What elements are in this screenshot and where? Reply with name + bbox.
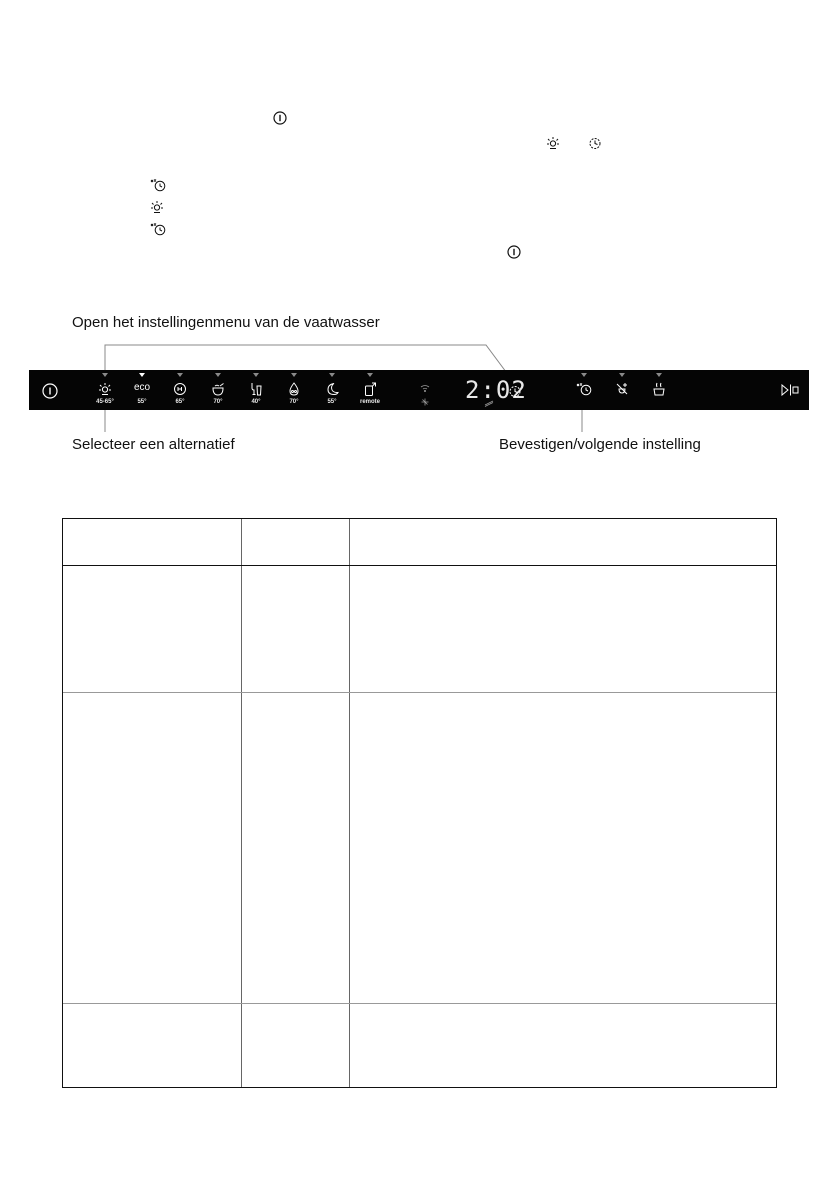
program-indicator [253, 373, 259, 377]
program-temp: 55° [137, 399, 147, 405]
program-indicator [177, 373, 183, 377]
table-header-divider [63, 565, 776, 566]
intensive-pot-icon [211, 382, 225, 396]
program-button-hour[interactable] [167, 370, 193, 410]
glass-program-icon [249, 382, 263, 396]
option-indicator [581, 373, 587, 377]
table-row-divider [63, 692, 776, 693]
settings-table [62, 518, 777, 1088]
callout-select-alternative: Selecteer een alternatief [72, 436, 235, 453]
hour-program-icon [173, 382, 187, 396]
program-button-eco[interactable] [129, 370, 155, 410]
program-indicator [102, 373, 108, 377]
program-indicator-active [139, 373, 145, 377]
program-temp: remote [359, 399, 380, 405]
water-tap-icon [484, 394, 494, 412]
program-temp: 45-65° [96, 399, 114, 405]
program-button-intensive[interactable] [205, 370, 231, 410]
option-button-half-load[interactable] [609, 370, 635, 410]
remote-start-icon [363, 382, 377, 396]
option-button-delay-start[interactable] [571, 370, 597, 410]
program-indicator [367, 373, 373, 377]
auto-program-icon [98, 382, 112, 396]
start-timer-icon [508, 384, 522, 398]
program-indicator [329, 373, 335, 377]
program-indicator [291, 373, 297, 377]
callout-confirm-next: Bevestigen/volgende instelling [499, 436, 701, 453]
play-pause-icon [781, 384, 799, 398]
table-column-divider [241, 519, 242, 1087]
power-button[interactable] [39, 370, 61, 410]
rinse-aid-icon [420, 393, 430, 411]
option-indicator [619, 373, 625, 377]
program-button-hygiene[interactable] [281, 370, 307, 410]
table-row-divider [63, 1003, 776, 1004]
program-temp: 70° [289, 399, 299, 405]
program-button-remote[interactable] [353, 370, 387, 410]
time-display: 2:02 [465, 376, 527, 404]
eco-label: eco [133, 382, 151, 393]
program-temp: 55° [327, 399, 337, 405]
program-button-glass[interactable] [243, 370, 269, 410]
program-temp: 40° [251, 399, 261, 405]
option-indicator [656, 373, 662, 377]
half-load-icon [615, 382, 629, 396]
power-icon [42, 383, 58, 399]
program-indicator [215, 373, 221, 377]
option-button-extra-dry[interactable] [646, 370, 672, 410]
program-button-auto[interactable] [90, 370, 120, 410]
program-button-night[interactable] [319, 370, 345, 410]
control-panel [29, 370, 809, 410]
program-temp: 70° [213, 399, 223, 405]
extra-dry-icon [652, 382, 666, 396]
start-pause-button[interactable] [777, 370, 803, 410]
delay-start-icon [576, 382, 592, 396]
confirm-next-setting-button[interactable] [503, 370, 527, 410]
night-program-icon [325, 382, 339, 396]
table-column-divider [349, 519, 350, 1087]
program-temp: 65° [175, 399, 185, 405]
callout-settings-menu: Open het instellingenmenu van de vaatwasser [72, 314, 380, 331]
hygiene-program-icon [287, 382, 301, 396]
